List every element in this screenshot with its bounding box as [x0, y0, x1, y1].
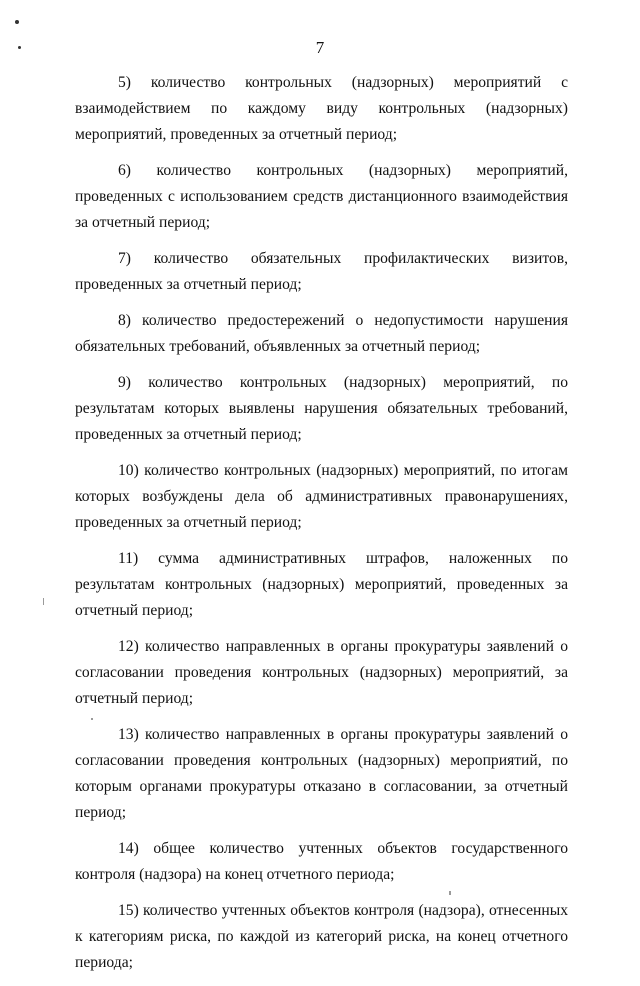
- list-item: 7) количество обязательных профилактических визитов, проведенных за отчетный период;: [75, 250, 568, 293]
- list-item: 6) количество контрольных (надзорных) мероприятий, проведенных с использованием средств дистанционного взаимодействия за отчетный период;: [75, 162, 568, 231]
- list-item: 8) количество предостережений о недопустимости нарушения обязательных требований, объявленных за отчетный период;: [75, 312, 568, 355]
- list-item: 14) общее количество учтенных объектов государственного контроля (надзора) на конец отчетного периода;: [75, 840, 568, 883]
- document-body: [75, 70, 568, 986]
- list-item: 12) количество направленных в органы прокуратуры заявлений о согласовании проведения контрольных (надзорных) мероприятий, за отчетный период;: [75, 638, 568, 707]
- scan-artifact-speck: [43, 598, 44, 605]
- list-item: 13) количество направленных в органы прокуратуры заявлений о согласовании проведения контрольных (надзорных) мероприятий, по которым органами прокуратуры отказано в согласовании, за отчетный период;: [75, 726, 568, 821]
- scan-artifact-dot: [15, 20, 19, 24]
- list-item: 11) сумма административных штрафов, наложенных по результатам контрольных (надзорных) мероприятий, проведенных за отчетный период;: [75, 550, 568, 619]
- list-item: 9) количество контрольных (надзорных) мероприятий, по результатам которых выявлены нарушения обязательных требований, проведенных за отчетный период;: [75, 374, 568, 443]
- list-item: 15) количество учтенных объектов контроля (надзора), отнесенных к категориям риска, по каждой из категорий риска, на конец отчетного периода;: [75, 902, 568, 971]
- page-number: 7: [315, 38, 325, 57]
- list-item: 5) количество контрольных (надзорных) мероприятий с взаимодействием по каждому виду контрольных (надзорных) мероприятий, проведенных за отчетный период;: [75, 74, 568, 143]
- list-item: 10) количество контрольных (надзорных) мероприятий, по итогам которых возбуждены дела об административных правонарушениях, проведенных за отчетный период;: [75, 462, 568, 531]
